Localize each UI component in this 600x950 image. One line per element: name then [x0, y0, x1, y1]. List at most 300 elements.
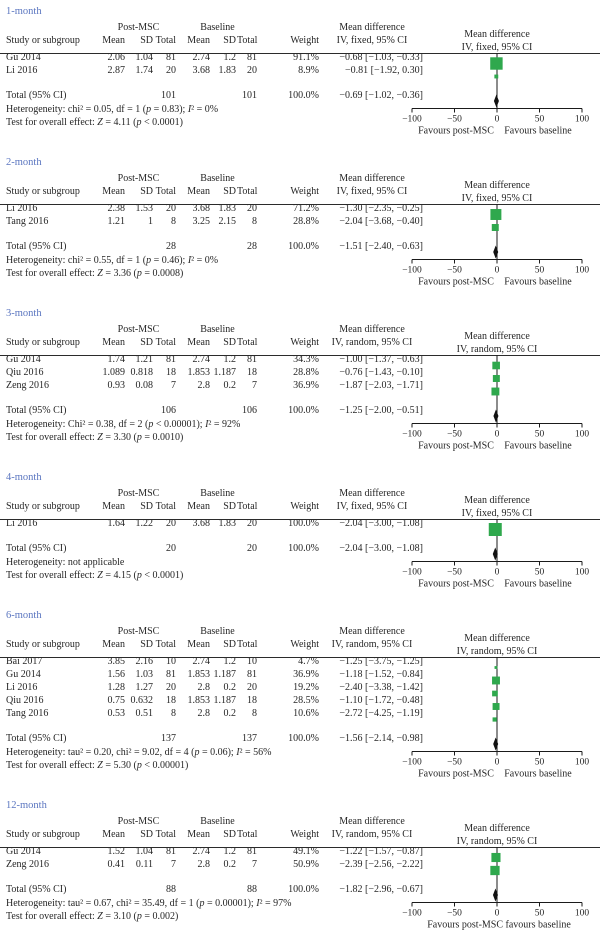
study-header-spacer: [6, 21, 100, 34]
column-header: Study or subgroup: [6, 337, 80, 348]
effect-square-marker: [490, 209, 501, 220]
study-row: [6, 707, 430, 720]
baseline-sd: 1.83: [218, 203, 236, 214]
study-name: Tang 2016: [6, 216, 49, 227]
table-column-header: [6, 828, 430, 841]
post-sd: 1.21: [135, 354, 153, 365]
study-weight: 28.5%: [293, 695, 319, 706]
effect-square-marker: [491, 853, 500, 862]
tick-label: −100: [402, 908, 422, 919]
study-header-spacer: [6, 172, 100, 185]
column-header: Total: [237, 35, 258, 46]
post-msc-group-header: Post-MSC: [117, 488, 160, 499]
tick-label: 0: [494, 265, 500, 276]
effect-square-marker: [493, 375, 500, 382]
study-name: Gu 2014: [6, 354, 41, 365]
baseline-mean: 1.853: [187, 367, 210, 378]
total-row: [6, 542, 430, 555]
overall-effect-note: Test for overall effect: Z = 3.36 (p = 0.0008): [6, 268, 184, 279]
column-header: SD: [140, 186, 153, 197]
post-sd: 1.03: [135, 669, 153, 680]
post-sd: 0.11: [135, 859, 153, 870]
study-md-ci: −2.40 [−3.38, −1.42]: [339, 682, 423, 693]
weight-header-spacer: [258, 21, 320, 34]
table-group-header: [6, 815, 430, 828]
baseline-total: 18: [247, 695, 257, 706]
total-weight: 100.0%: [288, 884, 319, 895]
effect-square-marker: [490, 57, 502, 69]
study-weight: 91.1%: [293, 52, 319, 63]
column-header: Total: [155, 337, 176, 348]
model-label-header: IV, fixed, 95% CI: [336, 35, 408, 46]
post-msc-group-header: Post-MSC: [117, 816, 160, 827]
post-sd: 0.51: [135, 708, 153, 719]
heterogeneity-note: Heterogeneity: not applicable: [6, 557, 125, 568]
heterogeneity-note: Heterogeneity: chi² = 0.55, df = 1 (p = 0.46); I² = 0%: [6, 255, 219, 266]
post-total: 7: [171, 859, 176, 870]
column-header: Mean: [187, 35, 210, 46]
column-header: Mean: [102, 186, 125, 197]
effect-square-marker: [492, 677, 500, 685]
column-header: Mean: [187, 639, 210, 650]
post-sd: 0.632: [130, 695, 153, 706]
post-mean: 0.93: [107, 380, 125, 391]
weight-header-spacer: [258, 815, 320, 828]
column-header: Weight: [290, 337, 319, 348]
model-label-header: IV, fixed, 95% CI: [336, 186, 408, 197]
forest-plot-svg: [395, 821, 600, 931]
total-row: [6, 883, 430, 896]
effect-square-marker: [492, 224, 499, 231]
favours-left-label: Favours post-MSC: [418, 768, 494, 780]
tick-label: 0: [494, 757, 500, 768]
tick-label: −50: [447, 114, 462, 125]
study-md-ci: −0.76 [−1.43, −0.10]: [339, 367, 423, 378]
post-total: 20: [166, 65, 176, 76]
total-md-ci: −1.82 [−2.96, −0.67]: [339, 884, 423, 895]
baseline-total: 18: [247, 367, 257, 378]
baseline-sd: 1.83: [218, 518, 236, 529]
tick-label: −100: [402, 265, 422, 276]
baseline-mean: 3.68: [192, 65, 210, 76]
model-label-header: IV, random, 95% CI: [331, 829, 413, 840]
baseline-group-header: Baseline: [200, 816, 235, 827]
total-row: [6, 404, 430, 417]
column-header: Study or subgroup: [6, 639, 80, 650]
total-md-ci: −1.51 [−2.40, −0.63]: [339, 241, 423, 252]
post-sd: 1.04: [135, 52, 153, 63]
study-weight: 28.8%: [293, 216, 319, 227]
total-row: [6, 89, 430, 102]
post-mean: 1.74: [107, 354, 125, 365]
post-mean: 0.75: [107, 695, 125, 706]
column-header: SD: [140, 337, 153, 348]
mean-difference-header: Mean difference: [339, 488, 405, 499]
tick-label: 100: [574, 429, 590, 440]
baseline-mean: 2.8: [197, 708, 210, 719]
favours-right-label: Favours baseline: [504, 578, 572, 590]
tick-label: 100: [574, 757, 590, 768]
tick-label: 50: [534, 114, 545, 125]
baseline-mean: 2.74: [192, 656, 210, 667]
mean-difference-header: Mean difference: [339, 626, 405, 637]
column-header: Mean: [102, 829, 125, 840]
tick-label: −50: [447, 757, 462, 768]
post-mean: 2.38: [107, 203, 125, 214]
post-sd: 0.08: [135, 380, 153, 391]
post-sd: 1.53: [135, 203, 153, 214]
effect-square-marker: [489, 523, 502, 536]
post-total: 10: [166, 656, 176, 667]
study-name: Gu 2014: [6, 846, 41, 857]
post-mean: 2.87: [107, 65, 125, 76]
favours-right-label: Favours baseline: [504, 440, 572, 452]
column-header: Weight: [290, 35, 319, 46]
forest-plot-section: [0, 5, 600, 137]
favours-left-label: Favours post-MSC: [418, 578, 494, 590]
post-total: 81: [166, 52, 176, 63]
table-group-header: [6, 625, 430, 638]
post-total: 81: [166, 669, 176, 680]
column-header: SD: [223, 501, 236, 512]
baseline-total: 8: [252, 216, 257, 227]
tick-label: 50: [534, 429, 545, 440]
study-header-spacer: [6, 625, 100, 638]
study-name: Li 2016: [6, 203, 38, 214]
heterogeneity-note: Heterogeneity: chi² = 0.05, df = 1 (p = 0.83); I² = 0%: [6, 104, 219, 115]
column-header: Total: [237, 337, 258, 348]
study-md-ci: −2.72 [−4.25, −1.19]: [339, 708, 423, 719]
study-md-ci: −2.04 [−3.68, −0.40]: [339, 216, 423, 227]
post-mean: 1.21: [107, 216, 125, 227]
study-table: [0, 625, 430, 772]
study-weight: 19.2%: [293, 682, 319, 693]
overall-effect-note: Test for overall effect: Z = 5.30 (p < 0.00001): [6, 760, 189, 771]
section-title: 12-month: [6, 800, 47, 811]
model-label-header: IV, random, 95% CI: [331, 639, 413, 650]
baseline-sd: 1.2: [223, 354, 236, 365]
baseline-group-header: Baseline: [200, 488, 235, 499]
baseline-group-header: Baseline: [200, 22, 235, 33]
tick-label: −50: [447, 908, 462, 919]
favours-left-label: Favours post-MSC: [418, 440, 494, 452]
section-title: 3-month: [6, 308, 42, 319]
baseline-group-header: Baseline: [200, 626, 235, 637]
post-mean: 1.089: [102, 367, 125, 378]
total-baseline-n: 101: [242, 90, 257, 101]
post-total: 20: [166, 518, 176, 529]
baseline-total: 8: [252, 708, 257, 719]
weight-header-spacer: [258, 487, 320, 500]
post-mean: 1.56: [107, 669, 125, 680]
total-diamond-marker: [493, 410, 498, 423]
column-header: SD: [223, 186, 236, 197]
total-weight: 100.0%: [288, 90, 319, 101]
total-weight: 100.0%: [288, 733, 319, 744]
study-md-ci: −2.39 [−2.56, −2.22]: [339, 859, 423, 870]
total-post-n: 28: [166, 241, 176, 252]
effect-square-marker: [493, 703, 500, 710]
section-title: 2-month: [6, 157, 42, 168]
total-baseline-n: 106: [242, 405, 257, 416]
total-baseline-n: 20: [247, 543, 257, 554]
study-name: Tang 2016: [6, 708, 49, 719]
post-mean: 0.41: [107, 859, 125, 870]
tick-label: 0: [494, 429, 500, 440]
baseline-sd: 1.83: [218, 65, 236, 76]
study-weight: 50.9%: [293, 859, 319, 870]
column-header: Mean: [102, 35, 125, 46]
heterogeneity-note: Heterogeneity: tau² = 0.67, chi² = 35.49, df = 1 (p = 0.00001); I² = 97%: [6, 898, 292, 909]
total-baseline-n: 137: [242, 733, 257, 744]
study-weight: 10.6%: [293, 708, 319, 719]
study-weight: 4.7%: [298, 656, 319, 667]
plot-header-line1: Mean difference: [464, 29, 530, 40]
baseline-sd: 1.2: [223, 52, 236, 63]
column-header: Study or subgroup: [6, 35, 80, 46]
column-header: Mean: [187, 501, 210, 512]
baseline-sd: 0.2: [223, 859, 236, 870]
study-md-ci: −2.04 [−3.00, −1.08]: [339, 518, 423, 529]
tick-label: 100: [574, 265, 590, 276]
effect-square-marker: [492, 362, 500, 370]
post-total: 20: [166, 203, 176, 214]
baseline-group-header: Baseline: [200, 173, 235, 184]
total-weight: 100.0%: [288, 543, 319, 554]
post-mean: 3.85: [107, 656, 125, 667]
table-group-header: [6, 172, 430, 185]
post-total: 8: [171, 708, 176, 719]
baseline-mean: 1.853: [187, 695, 210, 706]
forest-plot-svg: [395, 631, 600, 780]
total-row: [6, 732, 430, 745]
total-post-n: 88: [166, 884, 176, 895]
baseline-total: 81: [247, 354, 257, 365]
tick-label: 0: [494, 114, 500, 125]
mean-difference-header: Mean difference: [339, 816, 405, 827]
tick-label: 100: [574, 567, 590, 578]
study-weight: 8.9%: [298, 65, 319, 76]
study-name: Qiu 2016: [6, 367, 44, 378]
effect-square-marker: [494, 75, 498, 79]
effect-square-marker: [495, 666, 498, 669]
tick-label: −50: [447, 429, 462, 440]
column-header: SD: [223, 639, 236, 650]
baseline-sd: 1.187: [213, 367, 236, 378]
study-md-ci: −1.00 [−1.37, −0.63]: [339, 354, 423, 365]
column-header: Total: [155, 501, 176, 512]
baseline-total: 7: [252, 859, 257, 870]
total-diamond-marker: [494, 95, 499, 108]
post-total: 20: [166, 682, 176, 693]
column-header: Total: [237, 186, 258, 197]
model-label-header: IV, fixed, 95% CI: [336, 501, 408, 512]
weight-header-spacer: [258, 323, 320, 336]
column-header: Weight: [290, 829, 319, 840]
plot-header-line1: Mean difference: [464, 495, 530, 506]
baseline-mean: 3.25: [192, 216, 210, 227]
total-post-n: 101: [161, 90, 176, 101]
column-header: Total: [155, 639, 176, 650]
study-name: Zeng 2016: [6, 859, 50, 870]
total-label: Total (95% CI): [6, 241, 67, 252]
study-md-ci: −1.22 [−1.57, −0.87]: [339, 846, 423, 857]
post-mean: 1.28: [107, 682, 125, 693]
baseline-mean: 2.74: [192, 52, 210, 63]
study-name: Zeng 2016: [6, 380, 50, 391]
mean-difference-header: Mean difference: [339, 324, 405, 335]
plot-header-line2: IV, random, 95% CI: [456, 646, 538, 657]
post-mean: 1.64: [107, 518, 125, 529]
heterogeneity-note: Heterogeneity: tau² = 0.20, chi² = 9.02, df = 4 (p = 0.06); I² = 56%: [6, 747, 272, 758]
study-table: [0, 21, 430, 129]
baseline-total: 20: [247, 682, 257, 693]
column-header: Study or subgroup: [6, 186, 80, 197]
study-row: [6, 215, 430, 228]
plot-header-line1: Mean difference: [464, 180, 530, 191]
column-header: SD: [223, 337, 236, 348]
study-weight: 28.8%: [293, 367, 319, 378]
plot-header-line1: Mean difference: [464, 633, 530, 644]
total-label: Total (95% CI): [6, 405, 67, 416]
column-header: SD: [140, 501, 153, 512]
column-header: Mean: [102, 337, 125, 348]
weight-header-spacer: [258, 625, 320, 638]
table-column-header: [6, 500, 430, 513]
tick-label: −100: [402, 429, 422, 440]
mean-difference-header: Mean difference: [339, 173, 405, 184]
post-total: 7: [171, 380, 176, 391]
baseline-mean: 2.8: [197, 859, 210, 870]
study-row: [6, 379, 430, 392]
tick-label: −50: [447, 567, 462, 578]
total-label: Total (95% CI): [6, 733, 67, 744]
post-total: 8: [171, 216, 176, 227]
baseline-total: 81: [247, 846, 257, 857]
plot-header-line1: Mean difference: [464, 823, 530, 834]
tick-label: 50: [534, 265, 545, 276]
favours-right-label: Favours baseline: [504, 125, 572, 137]
forest-plot-svg: [395, 27, 600, 137]
favours-left-label: Favours post-MSC: [418, 125, 494, 137]
baseline-mean: 3.68: [192, 518, 210, 529]
total-baseline-n: 28: [247, 241, 257, 252]
column-header: Total: [155, 186, 176, 197]
study-row: [6, 668, 430, 681]
study-weight: 36.9%: [293, 380, 319, 391]
column-header: Mean: [102, 639, 125, 650]
study-md-ci: −0.81 [−1.92, 0.30]: [345, 65, 423, 76]
column-header: Mean: [187, 829, 210, 840]
study-row: [6, 858, 430, 871]
total-md-ci: −0.69 [−1.02, −0.36]: [339, 90, 423, 101]
column-header: SD: [140, 639, 153, 650]
forest-plot-section: [0, 156, 600, 288]
tick-label: 100: [574, 114, 590, 125]
forest-plot-svg: [395, 178, 600, 288]
tick-label: 50: [534, 908, 545, 919]
column-header: Mean: [187, 337, 210, 348]
column-header: SD: [140, 35, 153, 46]
column-header: Weight: [290, 639, 319, 650]
plot-header-line2: IV, fixed, 95% CI: [461, 42, 533, 53]
baseline-total: 10: [247, 656, 257, 667]
overall-effect-note: Test for overall effect: Z = 3.10 (p = 0.002): [6, 911, 179, 922]
study-weight: 34.3%: [293, 354, 319, 365]
study-md-ci: −0.68 [−1.03, −0.33]: [339, 52, 423, 63]
tick-label: −100: [402, 567, 422, 578]
plot-header-line2: IV, fixed, 95% CI: [461, 193, 533, 204]
column-header: Study or subgroup: [6, 829, 80, 840]
overall-effect-note: Test for overall effect: Z = 4.11 (p < 0.0001): [6, 117, 183, 128]
total-md-ci: −1.25 [−2.00, −0.51]: [339, 405, 423, 416]
total-post-n: 20: [166, 543, 176, 554]
total-md-ci: −2.04 [−3.00, −1.08]: [339, 543, 423, 554]
favours-combined-label: Favours post-MSC favours baseline: [427, 919, 571, 931]
baseline-sd: 0.2: [223, 380, 236, 391]
post-sd: 0.818: [130, 367, 153, 378]
study-name: Qiu 2016: [6, 695, 44, 706]
effect-square-marker: [493, 717, 497, 721]
post-total: 18: [166, 695, 176, 706]
heterogeneity-note: Heterogeneity: Chi² = 0.38, df = 2 (p < 0.00001); I² = 92%: [6, 419, 241, 430]
column-header: Total: [155, 829, 176, 840]
table-column-header: [6, 185, 430, 198]
study-weight: 36.9%: [293, 669, 319, 680]
study-table: [0, 487, 430, 582]
study-header-spacer: [6, 487, 100, 500]
table-column-header: [6, 638, 430, 651]
study-name: Li 2016: [6, 65, 38, 76]
column-header: Weight: [290, 186, 319, 197]
post-msc-group-header: Post-MSC: [117, 626, 160, 637]
study-table: [0, 172, 430, 280]
tick-label: 50: [534, 757, 545, 768]
post-msc-group-header: Post-MSC: [117, 173, 160, 184]
forest-plot-section: [0, 799, 600, 931]
column-header: Study or subgroup: [6, 501, 80, 512]
baseline-mean: 2.74: [192, 354, 210, 365]
study-name: Gu 2014: [6, 52, 41, 63]
study-md-ci: −1.18 [−1.52, −0.84]: [339, 669, 423, 680]
total-baseline-n: 88: [247, 884, 257, 895]
total-weight: 100.0%: [288, 405, 319, 416]
baseline-sd: 1.2: [223, 846, 236, 857]
study-name: Li 2016: [6, 518, 38, 529]
study-name: Bai 2017: [6, 656, 43, 667]
post-sd: 1.27: [135, 682, 153, 693]
forest-plot-section: [0, 307, 600, 452]
post-mean: 2.06: [107, 52, 125, 63]
tick-label: 100: [574, 908, 590, 919]
overall-effect-note: Test for overall effect: Z = 4.15 (p < 0.0001): [6, 570, 184, 581]
column-header: Total: [237, 501, 258, 512]
post-total: 81: [166, 354, 176, 365]
tick-label: −100: [402, 757, 422, 768]
tick-label: −50: [447, 265, 462, 276]
column-header: Total: [237, 829, 258, 840]
baseline-sd: 1.187: [213, 695, 236, 706]
study-md-ci: −1.10 [−1.72, −0.48]: [339, 695, 423, 706]
favours-right-label: Favours baseline: [504, 276, 572, 288]
baseline-total: 81: [247, 669, 257, 680]
section-title: 4-month: [6, 472, 42, 483]
baseline-mean: 3.68: [192, 203, 210, 214]
total-weight: 100.0%: [288, 241, 319, 252]
baseline-mean: 2.8: [197, 380, 210, 391]
baseline-sd: 1.187: [213, 669, 236, 680]
post-total: 81: [166, 846, 176, 857]
